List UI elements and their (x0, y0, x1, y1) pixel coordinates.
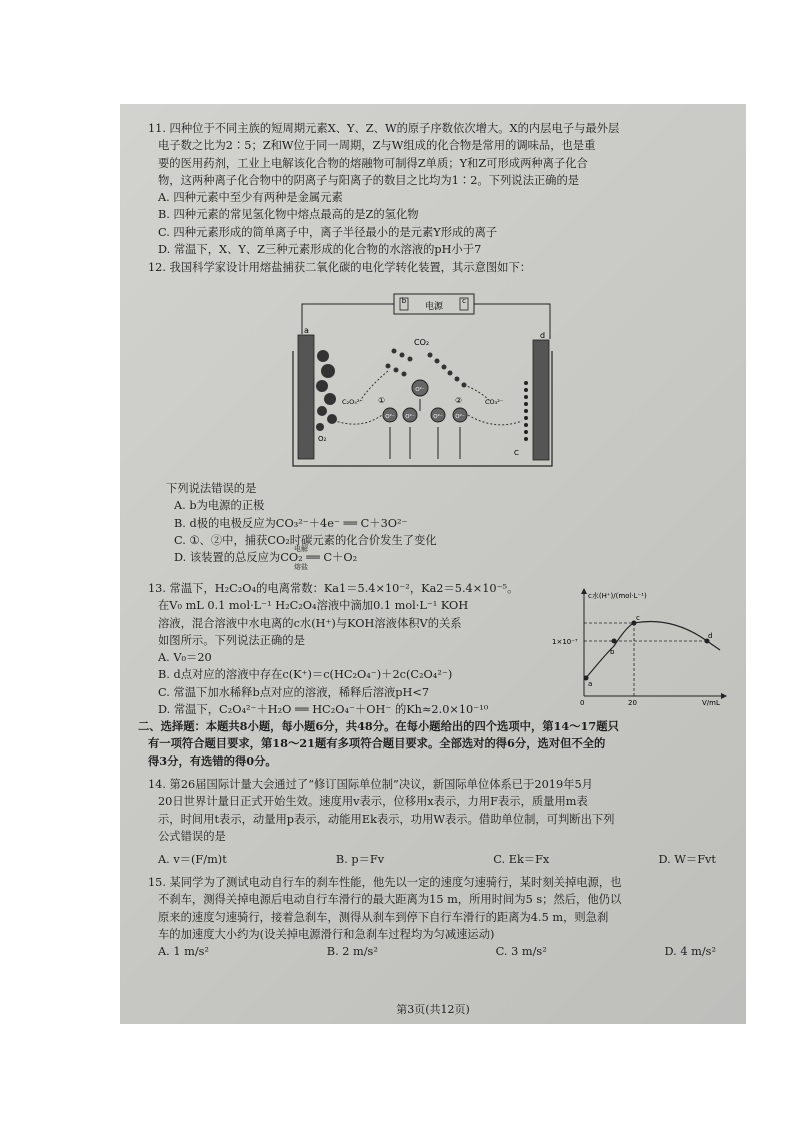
co3-label: CO₃²⁻ (485, 398, 504, 406)
q12-question: 下列说法错误的是 (166, 482, 257, 495)
graph-curve (586, 621, 720, 678)
q13-option-b: B. d点对应的溶液中存在c(K⁺)＝c(HC₂O₄⁻)＋2c(C₂O₄²⁻) (158, 668, 453, 682)
q12-option-d-text: D. 该装置的总反应为CO₂ ══ C＋O₂ (174, 551, 358, 565)
o2-label: O₂ (318, 435, 327, 443)
q11-option-a: A. 四种元素中至少有两种是金属元素 (158, 191, 343, 205)
q11-option-b: B. 四种元素的常见氢化物中熔点最高的是Z的氢化物 (158, 208, 419, 222)
q12-option-d (148, 545, 736, 572)
q13-stem-line: 在V₀ mL 0.1 mol·L⁻¹ H₂C₂O₄溶液中滴加0.1 mol·L⁻¹ KOH (158, 599, 469, 613)
step-2-label: ② (455, 396, 463, 405)
graph-x0: 0 (580, 699, 585, 707)
c2o5-label: C₂O₅²⁻ (342, 398, 363, 406)
q13-option-d: D. 常温下，C₂O₄²⁻＋H₂O ══ HC₂O₄⁻＋OH⁻ 的Kh≈2.0×10⁻¹⁰ (158, 703, 489, 717)
label-c: c (636, 614, 640, 622)
question-12 (148, 259, 736, 276)
q12-option-d-condition-bottom: 熔盐 (294, 563, 308, 572)
question-12-body (148, 480, 736, 572)
label-d: d (708, 632, 713, 640)
photographed-page (120, 104, 746, 1024)
q14-stem-line: 公式错误的是 (158, 829, 226, 843)
q15-stem-line: 车的加速度大小约为(设关掉电源滑行和急刹车过程均为匀减速运动) (158, 927, 495, 941)
q11-stem-line: 物，这两种离子化合物中的阴离子与阳离子的数目之比均为1∶2。下列说法正确的是 (158, 173, 580, 187)
co2-label: CO₂ (414, 338, 430, 347)
q15-option-d: D. 4 m/s² (664, 945, 716, 959)
q14-stem-line: 14. 第26届国际计量大会通过了“修订国际单位制”决议，新国际单位体系已于2019年5月 (148, 778, 593, 791)
q12-stem: 12. 我国科学家设计用熔盐捕获二氧化碳的电化学转化装置，其示意图如下： (148, 261, 532, 274)
ph-graph (552, 586, 732, 707)
section2-line: 有一项符合题目要求，第18～21题有多项符合题目要求。全部选对的得6分，选对但不全的 (148, 736, 606, 751)
svg-text:O²⁻: O²⁻ (433, 414, 443, 420)
section-2-heading (138, 718, 736, 770)
power-label: 电源 (424, 302, 444, 312)
graph-ylabel: c水(H⁺)/(mol·L⁻¹) (588, 592, 647, 600)
q13-option-c: C. 常温下加水稀释b点对应的溶液，稀释后溶液pH<7 (158, 685, 430, 699)
q15-stem-line: 不刹车，测得关掉电源后电动自行车滑行的最大距离为15 m，所用时间为5 s；然后，他仍以 (158, 893, 622, 907)
q15-option-c: C. 3 m/s² (495, 945, 547, 959)
graph-x20: 20 (628, 699, 637, 707)
graph-xlabel: V/mL (702, 699, 720, 707)
q14-option-d: D. W＝Fvt (658, 853, 716, 867)
question-15 (148, 874, 736, 960)
q13-option-a: A. V₀＝20 (158, 651, 212, 665)
section2-line: 得3分，有选错的得0分。 (148, 753, 277, 768)
label-b: b (610, 648, 615, 656)
step-1-label: ① (378, 396, 386, 405)
label-a: a (588, 680, 593, 688)
q15-stem-line: 原来的速度匀速骑行，接着急刹车，测得从刹车到停下自行车滑行的距离为4.5 m，则急刹 (158, 910, 609, 924)
electrode-d-label: d (540, 331, 546, 340)
carbon-dots (524, 381, 528, 441)
terminal-c-label: c (462, 297, 466, 305)
svg-text:O²⁻: O²⁻ (385, 414, 395, 420)
q11-stem-line: 11. 四种位于不同主族的短周期元素X、Y、Z、W的原子序数依次增大。X的内层电子与最外层 (148, 122, 620, 135)
up-arrows (390, 399, 460, 459)
co2-molecules (386, 349, 467, 388)
section2-line: 二、选择题：本题共8小题，每小题6分，共48分。在每小题给出的四个选项中，第14～17题只 (138, 719, 619, 733)
electrode-d (533, 340, 549, 460)
q14-option-b: B. p＝Fv (335, 853, 385, 867)
q14-option-c: C. Ek＝Fx (493, 853, 550, 867)
point-b (612, 639, 617, 644)
q12-option-d-condition-top: 电解 (294, 545, 308, 554)
electrode-a (298, 335, 314, 459)
question-11 (148, 120, 736, 258)
graph-ytick: 1×10⁻⁷ (552, 638, 578, 646)
q13-stem-line: 13. 常温下，H₂C₂O₄的电离常数：Ka1＝5.4×10⁻²，Ka2＝5.4×10⁻⁵。 (148, 582, 519, 595)
q15-stem-line: 15. 某同学为了测试电动自行车的刹车性能，他先以一定的速度匀速骑行，某时刻关掉电源，也 (148, 876, 622, 889)
q11-stem-line: 要的医用药剂，工业上电解该化合物的熔融物可制得Z单质；Y和Z可形成两种离子化合 (158, 156, 588, 170)
svg-text:O²⁻: O²⁻ (415, 387, 425, 393)
q11-stem-line: 电子数之比为2∶5；Z和W位于同一周期，Z与W组成的化合物是常用的调味品，也是重 (158, 139, 596, 153)
q12-option-c: C. ①、②中，捕获CO₂时碳元素的化合价发生了变化 (174, 533, 437, 547)
q15-option-a: A. 1 m/s² (158, 945, 209, 959)
electrolysis-diagram (290, 291, 560, 471)
page-footer: 第3页(共12页) (396, 1003, 470, 1016)
q13-stem-line: 溶液，混合溶液中水电离的c水(H⁺)与KOH溶液体积V的关系 (158, 616, 462, 630)
q14-stem-line: 20日世界计量日正式开始生效。速度用v表示，位移用x表示，力用F表示，质量用m表 (158, 795, 588, 809)
q15-options (148, 943, 736, 960)
q12-option-a: A. b为电源的正极 (174, 499, 265, 513)
q13-stem-line: 如图所示。下列说法正确的是 (158, 633, 305, 647)
o2-bubbles (316, 350, 337, 431)
svg-text:O²⁻: O²⁻ (455, 414, 465, 420)
q11-option-c: C. 四种元素形成的简单离子中，离子半径最小的是元素Y形成的离子 (158, 225, 498, 239)
q14-options (148, 851, 736, 868)
svg-text:O²⁻: O²⁻ (405, 414, 415, 420)
electrode-a-label: a (304, 326, 309, 335)
q12-option-b: B. d极的电极反应为CO₃²⁻＋4e⁻ ══ C＋3O²⁻ (174, 516, 408, 530)
question-14 (148, 776, 736, 868)
question-13 (148, 580, 556, 718)
carbon-label: C (514, 449, 519, 457)
q14-stem-line: 示，时间用t表示，动量用p表示，动能用Ek表示，功用W表示。借助单位制，可判断出下列 (158, 812, 615, 826)
terminal-b-label: b (401, 297, 407, 305)
q14-option-a: A. v＝(F/m)t (158, 853, 227, 867)
q15-option-b: B. 2 m/s² (326, 945, 378, 959)
q11-option-d: D. 常温下，X、Y、Z三种元素形成的化合物的水溶液的pH小于7 (158, 243, 482, 257)
